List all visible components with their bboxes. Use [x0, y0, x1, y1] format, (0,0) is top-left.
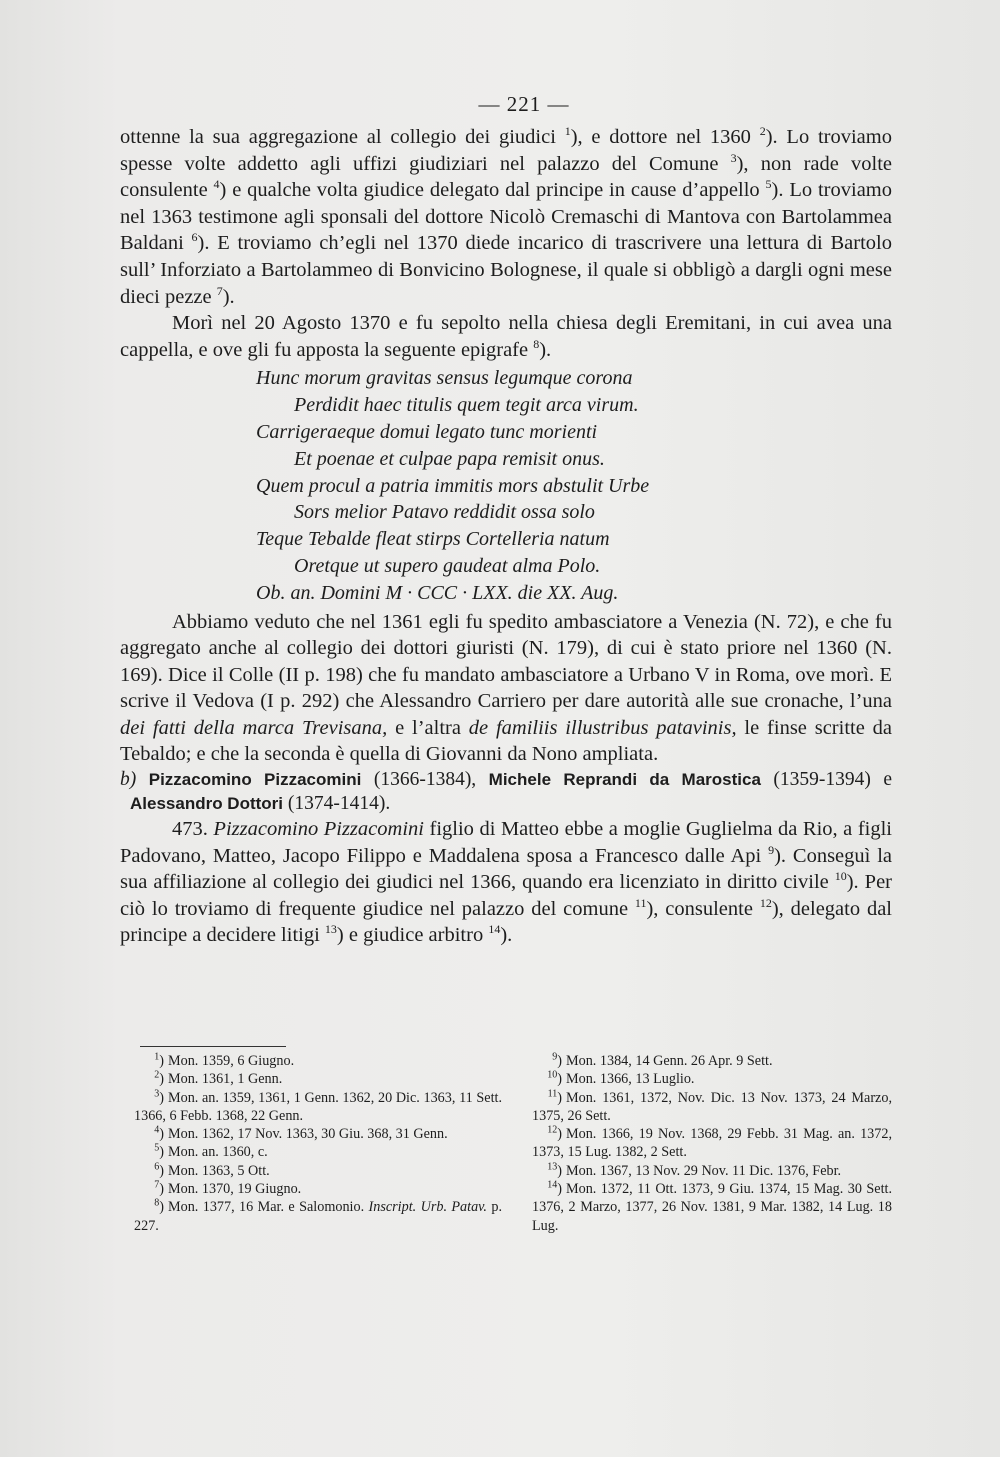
footnote: $^7$) Mon. 1370, 19 Giugno.: [154, 1179, 302, 1198]
footnote: $^2$) Mon. 1361, 1 Genn.: [154, 1069, 283, 1088]
footnote-ref[interactable]: 2: [759, 124, 766, 139]
epigraph-line: Ob. an. Domini M · CCC · LXX. die XX. Aug.: [256, 581, 619, 604]
footnote-separator: [140, 1046, 286, 1047]
footnotes-right-column: [532, 1052, 892, 1235]
footnote-ref[interactable]: 3: [730, 150, 737, 165]
footnote-ref[interactable]: 13: [324, 922, 337, 937]
paragraph-473: 473. Pizzacomino Pizzacomini figlio di Matteo ebbe a moglie Guglielma da Rio, a figli Padovano, Matteo, Jacopo Filippo e Maddalena sposa a Francesco dalle Api $^9$). Conseguì la sua affiliazione al collegio dei giudici nel 1366, quando era licenziato in diritto civile $^{10}$). Per ciò lo troviamo di frequente giudice nel palazzo del comune $^{11}$), consulente $^{12}$), delegato dal principe a decidere litigi $^{13}$) e giudice arbitro $^{14}$).: [120, 818, 893, 947]
paragraph-carriero-career: ottenne la sua aggregazione al collegio dei giudici $^1$), e dottore nel 1360 $^2$). Lo troviamo spesse volte addetto agli uffizi giudiziari nel palazzo del Comune $^3$), non rade volte consulente $^4$) e qualche volta giudice delegato dal principe in cause d’appello $^5$). Lo troviamo nel 1363 testimone agli sponsali del dottore Nicolò Cremaschi di Mantova con Bartolammea Baldani $^6$). E troviamo ch’egli nel 1370 diede incarico di trascrivere una lettura di Bartolo sull’ Inforziato a Bartolammeo di Bonvicino Bolognese, il quale si obbligò a dargli ogni mese dieci pezze $^7$).: [120, 124, 893, 308]
page-number: — 221 —: [478, 92, 570, 116]
footnote-ref[interactable]: 6: [191, 230, 198, 245]
epigraph: [120, 365, 892, 606]
footnote: $^{11}$) Mon. 1361, 1372, Nov. Dic. 13 Nov. 1373, 24 Marzo, 1375, 26 Sett.: [532, 1087, 892, 1124]
footnote-ref[interactable]: 9: [768, 842, 775, 857]
paragraph-death: Morì nel 20 Agosto 1370 e fu sepolto nella chiesa degli Eremitani, in cui avea una cappella, e ove gli fu apposta la seguente epigrafe $^8$).: [120, 312, 892, 361]
epigraph-line: Oretque ut supero gaudeat alma Polo.: [294, 554, 601, 577]
footnote: $^4$) Mon. 1362, 17 Nov. 1363, 30 Giu. 368, 31 Genn.: [154, 1124, 448, 1143]
footnote-ref[interactable]: 12: [759, 896, 772, 911]
footnote: $^{12}$) Mon. 1366, 19 Nov. 1368, 29 Febb. 31 Mag. an. 1372, 1373, 15 Lug. 1382, 2 Sett.: [532, 1124, 892, 1161]
epigraph-line: Teque Tebalde fleat stirps Cortelleria natum: [256, 528, 610, 551]
epigraph-line: Hunc morum gravitas sensus legumque corona: [256, 367, 633, 390]
epigraph-line: Carrigeraeque domui legato tunc morienti: [256, 420, 598, 443]
epigraph-line: Et poenae et culpae papa remisit onus.: [294, 447, 605, 470]
footnote-ref[interactable]: 14: [488, 922, 501, 937]
epigraph-line: Sors melior Patavo reddidit ossa solo: [294, 501, 595, 524]
footnote: $^5$) Mon. an. 1360, c.: [154, 1142, 268, 1161]
footnote-ref[interactable]: 1: [564, 124, 571, 139]
epigraph-line: Quem procul a patria immitis mors abstulit Urbe: [256, 474, 650, 497]
footnote-ref[interactable]: 11: [634, 896, 647, 911]
footnote: $^{14}$) Mon. 1372, 11 Ott. 1373, 9 Giu. 1374, 15 Mag. 30 Sett. 1376, 2 Marzo, 1377, 26 Nov. 1381, 9 Mar. 1382, 14 Lug. 18 Lug.: [532, 1179, 892, 1234]
footnote: $^1$) Mon. 1359, 6 Giugno.: [154, 1051, 295, 1069]
footnote: $^{13}$) Mon. 1367, 13 Nov. 29 Nov. 11 Dic. 1376, Febr.: [547, 1161, 842, 1179]
footnote-ref[interactable]: 4: [213, 177, 220, 192]
section-heading: b) Pizzacomino Pizzacomini (1366-1384), Michele Reprandi da Marostica (1359-1394) e Alessandro Dottori (1374-1414).: [120, 769, 893, 815]
footnote: $^9$) Mon. 1384, 14 Genn. 26 Apr. 9 Sett.: [552, 1051, 773, 1069]
footnote: $^{10}$) Mon. 1366, 13 Luglio.: [547, 1069, 695, 1088]
main-text: [120, 124, 892, 949]
footnote-ref[interactable]: 7: [216, 283, 223, 298]
epigraph-line: Perdidit haec titulis quem tegit arca virum.: [294, 394, 639, 417]
footnotes-left-column: [134, 1052, 502, 1235]
footnote-ref[interactable]: 8: [533, 336, 540, 351]
footnote: $^8$) Mon. 1377, 16 Mar. e Salomonio. Inscript. Urb. Patav. p. 227.: [134, 1197, 502, 1234]
paragraph-embassy: Abbiamo veduto che nel 1361 egli fu spedito ambasciatore a Venezia (N. 72), e che fu aggregato anche al collegio dei dottori giuristi (N. 179), di cui è stato priore nel 1360 (N. 169). Dice il Colle (II p. 198) che fu mandato ambasciatore a Urbano V in Roma, ove morì. E scrive il Vedova (I p. 292) che Alessandro Carriero per dare autorità alle sue cronache, l’una dei fatti della marca Trevisana, e l’altra de familiis illustribus patavinis, le finse scritte da Tebaldo; e che la seconda è quella di Giovanni da Nono ampliata.: [120, 610, 892, 766]
footnote-ref[interactable]: 5: [765, 177, 772, 192]
footnote: $^6$) Mon. 1363, 5 Ott.: [154, 1161, 270, 1179]
footnote: $^3$) Mon. an. 1359, 1361, 1 Genn. 1362, 20 Dic. 1363, 11 Sett. 1366, 6 Febb. 1368, 22 Genn.: [134, 1087, 502, 1124]
footnote-ref[interactable]: 10: [834, 869, 847, 884]
